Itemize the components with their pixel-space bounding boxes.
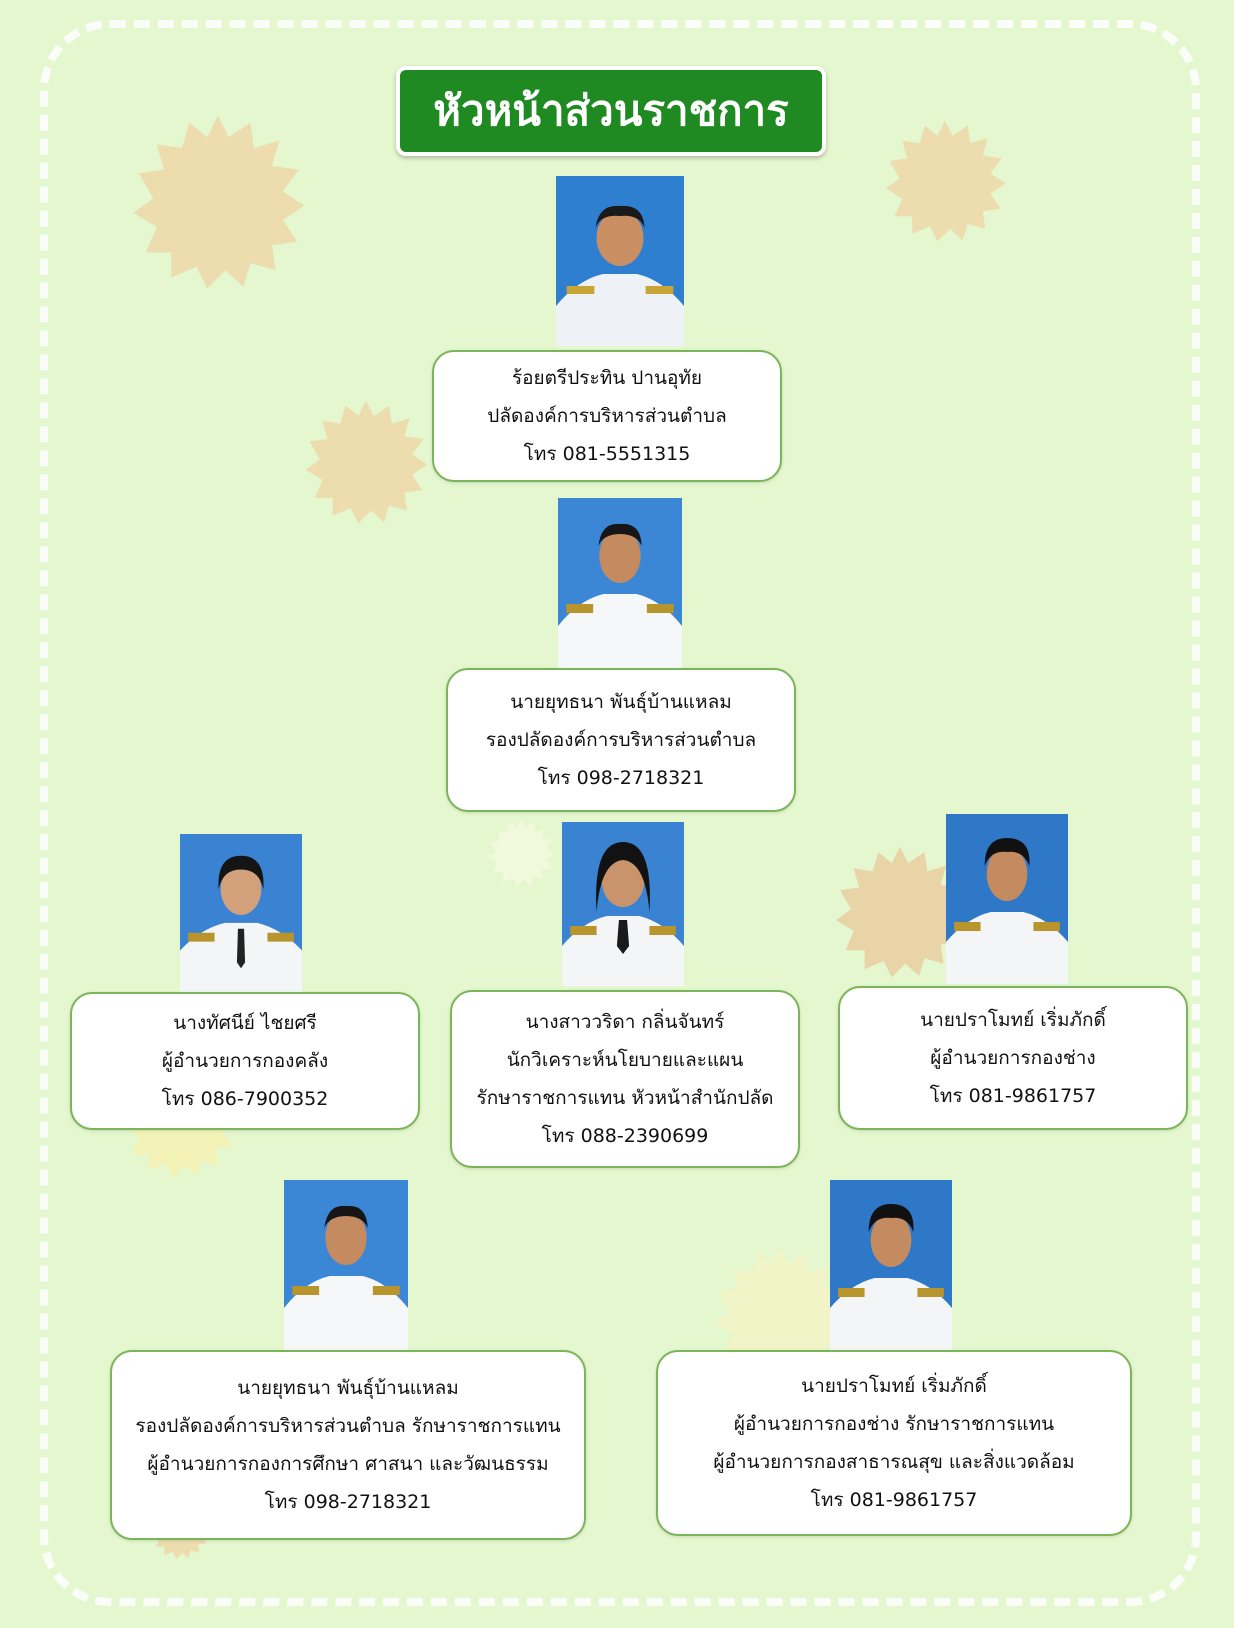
official-name: นางสาววริดา กลิ่นจันทร์ (525, 1011, 725, 1033)
gear-decoration-icon (882, 118, 1008, 244)
official-name: นายยุทธนา พันธุ์บ้านแหลม (510, 691, 732, 713)
official-position: รองปลัดองค์การบริหารส่วนตำบล (485, 729, 757, 751)
person-portrait-icon (946, 814, 1068, 984)
official-name: นายปราโมทย์ เริ่มภักดิ์ (801, 1375, 987, 1397)
official-position: รองปลัดองค์การบริหารส่วนตำบล รักษาราชการแทน (135, 1415, 561, 1437)
official-position-2: ผู้อำนวยการกองสาธารณสุข และสิ่งแวดล้อม (713, 1451, 1075, 1473)
official-phone: โทร 086-7900352 (161, 1088, 329, 1110)
official-phone: โทร 081-5551315 (523, 443, 691, 465)
official-phone: โทร 098-2718321 (264, 1491, 432, 1513)
official-4-card (450, 990, 800, 1168)
official-position: ผู้อำนวยการกองช่าง รักษาราชการแทน (733, 1413, 1055, 1435)
official-1-photo (556, 176, 684, 346)
official-7-card (656, 1350, 1132, 1536)
official-name: นางทัศนีย์ ไชยศรี (173, 1012, 317, 1034)
page-title: หัวหน้าส่วนราชการ (396, 66, 826, 156)
official-5-photo (946, 814, 1068, 984)
official-position: ผู้อำนวยการกองคลัง (161, 1050, 329, 1072)
gear-decoration-icon (302, 398, 430, 526)
official-5-card (838, 986, 1188, 1130)
person-portrait-icon (830, 1180, 952, 1350)
official-3-card (70, 992, 420, 1130)
official-6-card (110, 1350, 586, 1540)
gear-decoration-icon (486, 818, 556, 888)
official-phone: โทร 081-9861757 (929, 1085, 1097, 1107)
official-phone: โทร 088-2390699 (541, 1125, 709, 1147)
official-name: นายยุทธนา พันธุ์บ้านแหลม (237, 1377, 459, 1399)
official-position-2: ผู้อำนวยการกองการศึกษา ศาสนา และวัฒนธรรม (147, 1453, 549, 1475)
official-position: ผู้อำนวยการกองช่าง (930, 1047, 1096, 1069)
official-2-photo (558, 498, 682, 668)
official-4-photo (562, 822, 684, 986)
person-portrait-icon (284, 1180, 408, 1350)
person-portrait-icon (180, 834, 302, 992)
person-portrait-icon (558, 498, 682, 668)
official-position: นักวิเคราะห์นโยบายและแผน (506, 1049, 744, 1071)
official-2-card (446, 668, 796, 812)
official-phone: โทร 081-9861757 (810, 1489, 978, 1511)
gear-decoration-icon (128, 112, 308, 292)
official-phone: โทร 098-2718321 (537, 767, 705, 789)
person-portrait-icon (556, 176, 684, 346)
official-position: ปลัดองค์การบริหารส่วนตำบล (487, 405, 727, 427)
official-1-card (432, 350, 782, 482)
official-3-photo (180, 834, 302, 992)
person-portrait-icon (562, 822, 684, 986)
official-7-photo (830, 1180, 952, 1350)
official-name: นายปราโมทย์ เริ่มภักดิ์ (920, 1009, 1106, 1031)
official-6-photo (284, 1180, 408, 1350)
official-position-2: รักษาราชการแทน หัวหน้าสำนักปลัด (476, 1087, 774, 1109)
official-name: ร้อยตรีประทิน ปานอุทัย (511, 367, 703, 389)
